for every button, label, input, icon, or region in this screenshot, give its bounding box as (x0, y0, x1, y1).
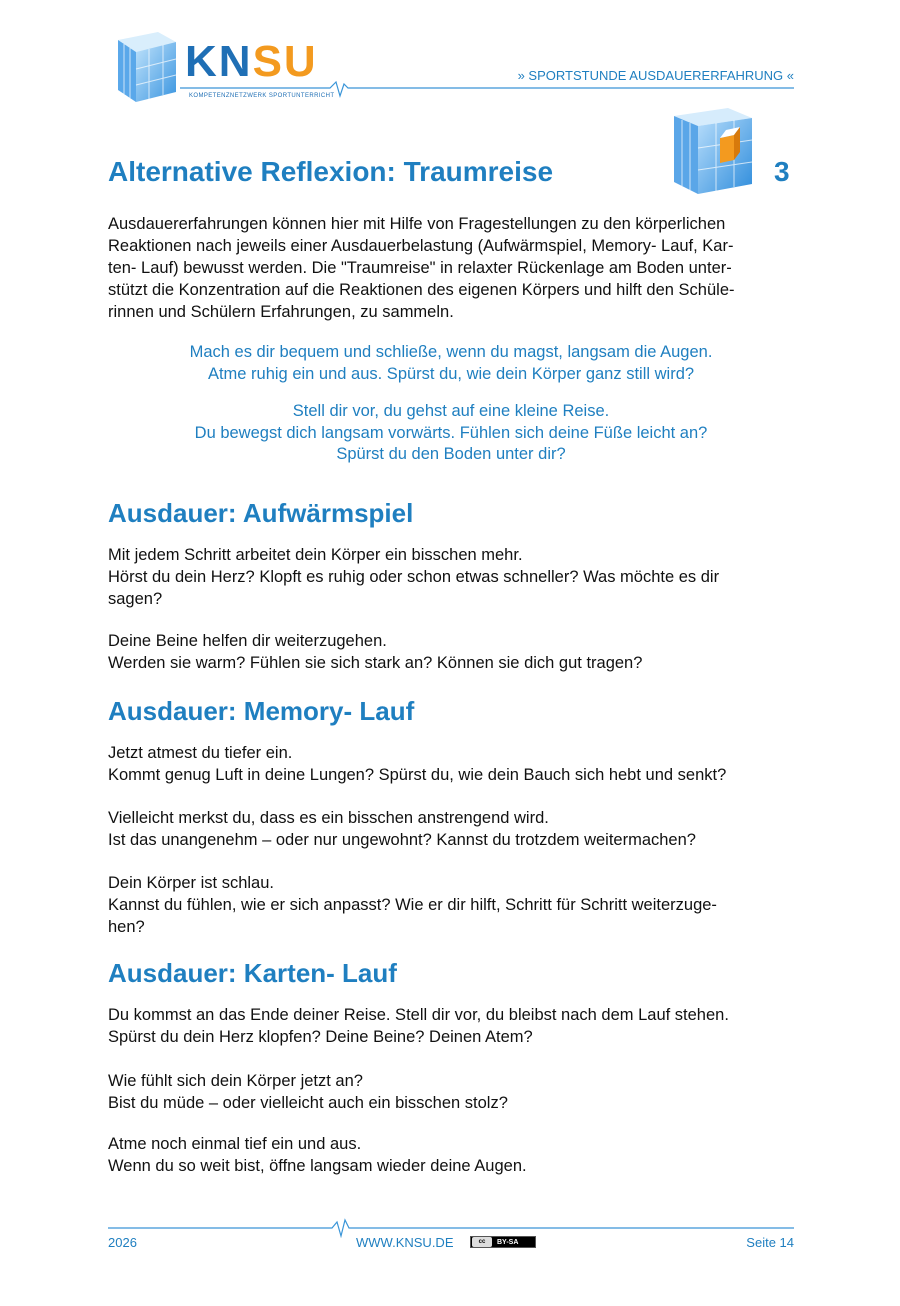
intro-line: Ausdauererfahrungen können hier mit Hilfe von Fragestellungen zu den körperlichen (108, 215, 726, 233)
heading-karten-lauf: Ausdauer: Karten- Lauf (108, 958, 397, 988)
memory-lauf-paragraph-2: Vielleicht merkst du, dass es ein bisschen anstrengend wird. Ist das unangenehm – oder nur ungewohnt? Kannst du trotzdem weitermachen? (108, 809, 696, 849)
karten-lauf-paragraph-1: Du kommst an das Ende deiner Reise. Stell dir vor, du bleibst nach dem Lauf stehen. Spürst du dein Herz klopfen? Deine Beine? Deinen Atem? (108, 1006, 729, 1046)
heading-memory-lauf: Ausdauer: Memory- Lauf (108, 696, 415, 726)
header-title: » SPORTSTUNDE AUSDAUERERFAHRUNG « (517, 68, 794, 83)
traumreise-prompt-2: Stell dir vor, du gehst auf eine kleine Reise. Du bewegst dich langsam vorwärts. Fühlen sich deine Füße leicht an? Spürst du den Boden unter dir? (194, 402, 708, 463)
cc-icon: cc (472, 1237, 492, 1247)
page-title: Alternative Reflexion: Traumreise (108, 156, 554, 187)
knsu-logo-cube-icon (108, 30, 180, 104)
aufwaermspiel-paragraph-1: Mit jedem Schritt arbeitet dein Körper ein bisschen mehr. Hörst du dein Herz? Klopft es ruhig oder schon etwas schneller? Was möchte es dir sagen? (108, 546, 720, 608)
intro-line: rinnen und Schülern Erfahrungen, zu sammeln. (108, 303, 454, 321)
license-label: BY-SA (497, 1238, 519, 1246)
section-number: 3 (774, 156, 790, 187)
knsu-logo-subtitle: KOMPETENZNETZWERK SPORTUNTERRICHT (189, 93, 335, 99)
traumreise-prompt-1: Mach es dir bequem und schließe, wenn du magst, langsam die Augen. Atme ruhig ein und aus. Spürst du, wie dein Körper ganz still wird? (189, 343, 713, 383)
memory-lauf-paragraph-3: Dein Körper ist schlau. Kannst du fühlen, wie er sich anpasst? Wie er dir hilft, Schritt für Schritt weiterzuge- hen? (108, 874, 717, 936)
memory-lauf-paragraph-1: Jetzt atmest du tiefer ein. Kommt genug Luft in deine Lungen? Spürst du, wie dein Bauch sich hebt und senkt? (108, 744, 727, 784)
footer-website-link[interactable]: WWW.KNSU.DE (356, 1235, 454, 1250)
intro-line: ten- Lauf) bewusst werden. Die "Traumreise" in relaxter Rückenlage am Boden unter- (108, 259, 732, 277)
intro-line: stützt die Konzentration auf die Reaktionen des eigenen Körpers und hilft den Schüle- (108, 281, 735, 299)
intro-paragraph (108, 213, 794, 323)
page-number: Seite 14 (746, 1235, 794, 1250)
intro-line: Reaktionen nach jeweils einer Ausdauerbelastung (Aufwärmspiel, Memory- Lauf, Kar- (108, 237, 734, 255)
karten-lauf-paragraph-2: Wie fühlt sich dein Körper jetzt an? Bist du müde – oder vielleicht auch ein bisschen stolz? (108, 1072, 508, 1112)
footer-year: 2026 (108, 1235, 137, 1250)
karten-lauf-paragraph-3: Atme noch einmal tief ein und aus. Wenn du so weit bist, öffne langsam wieder deine Augen. (108, 1135, 527, 1175)
knsu-logo-text: KNSU (185, 37, 318, 86)
aufwaermspiel-paragraph-2: Deine Beine helfen dir weiterzugehen. Werden sie warm? Fühlen sie sich stark an? Können sie dich gut tragen? (108, 632, 643, 672)
cube-icon (668, 108, 756, 196)
heading-aufwaermspiel: Ausdauer: Aufwärmspiel (108, 498, 414, 528)
cc-license-badge[interactable] (470, 1236, 536, 1248)
